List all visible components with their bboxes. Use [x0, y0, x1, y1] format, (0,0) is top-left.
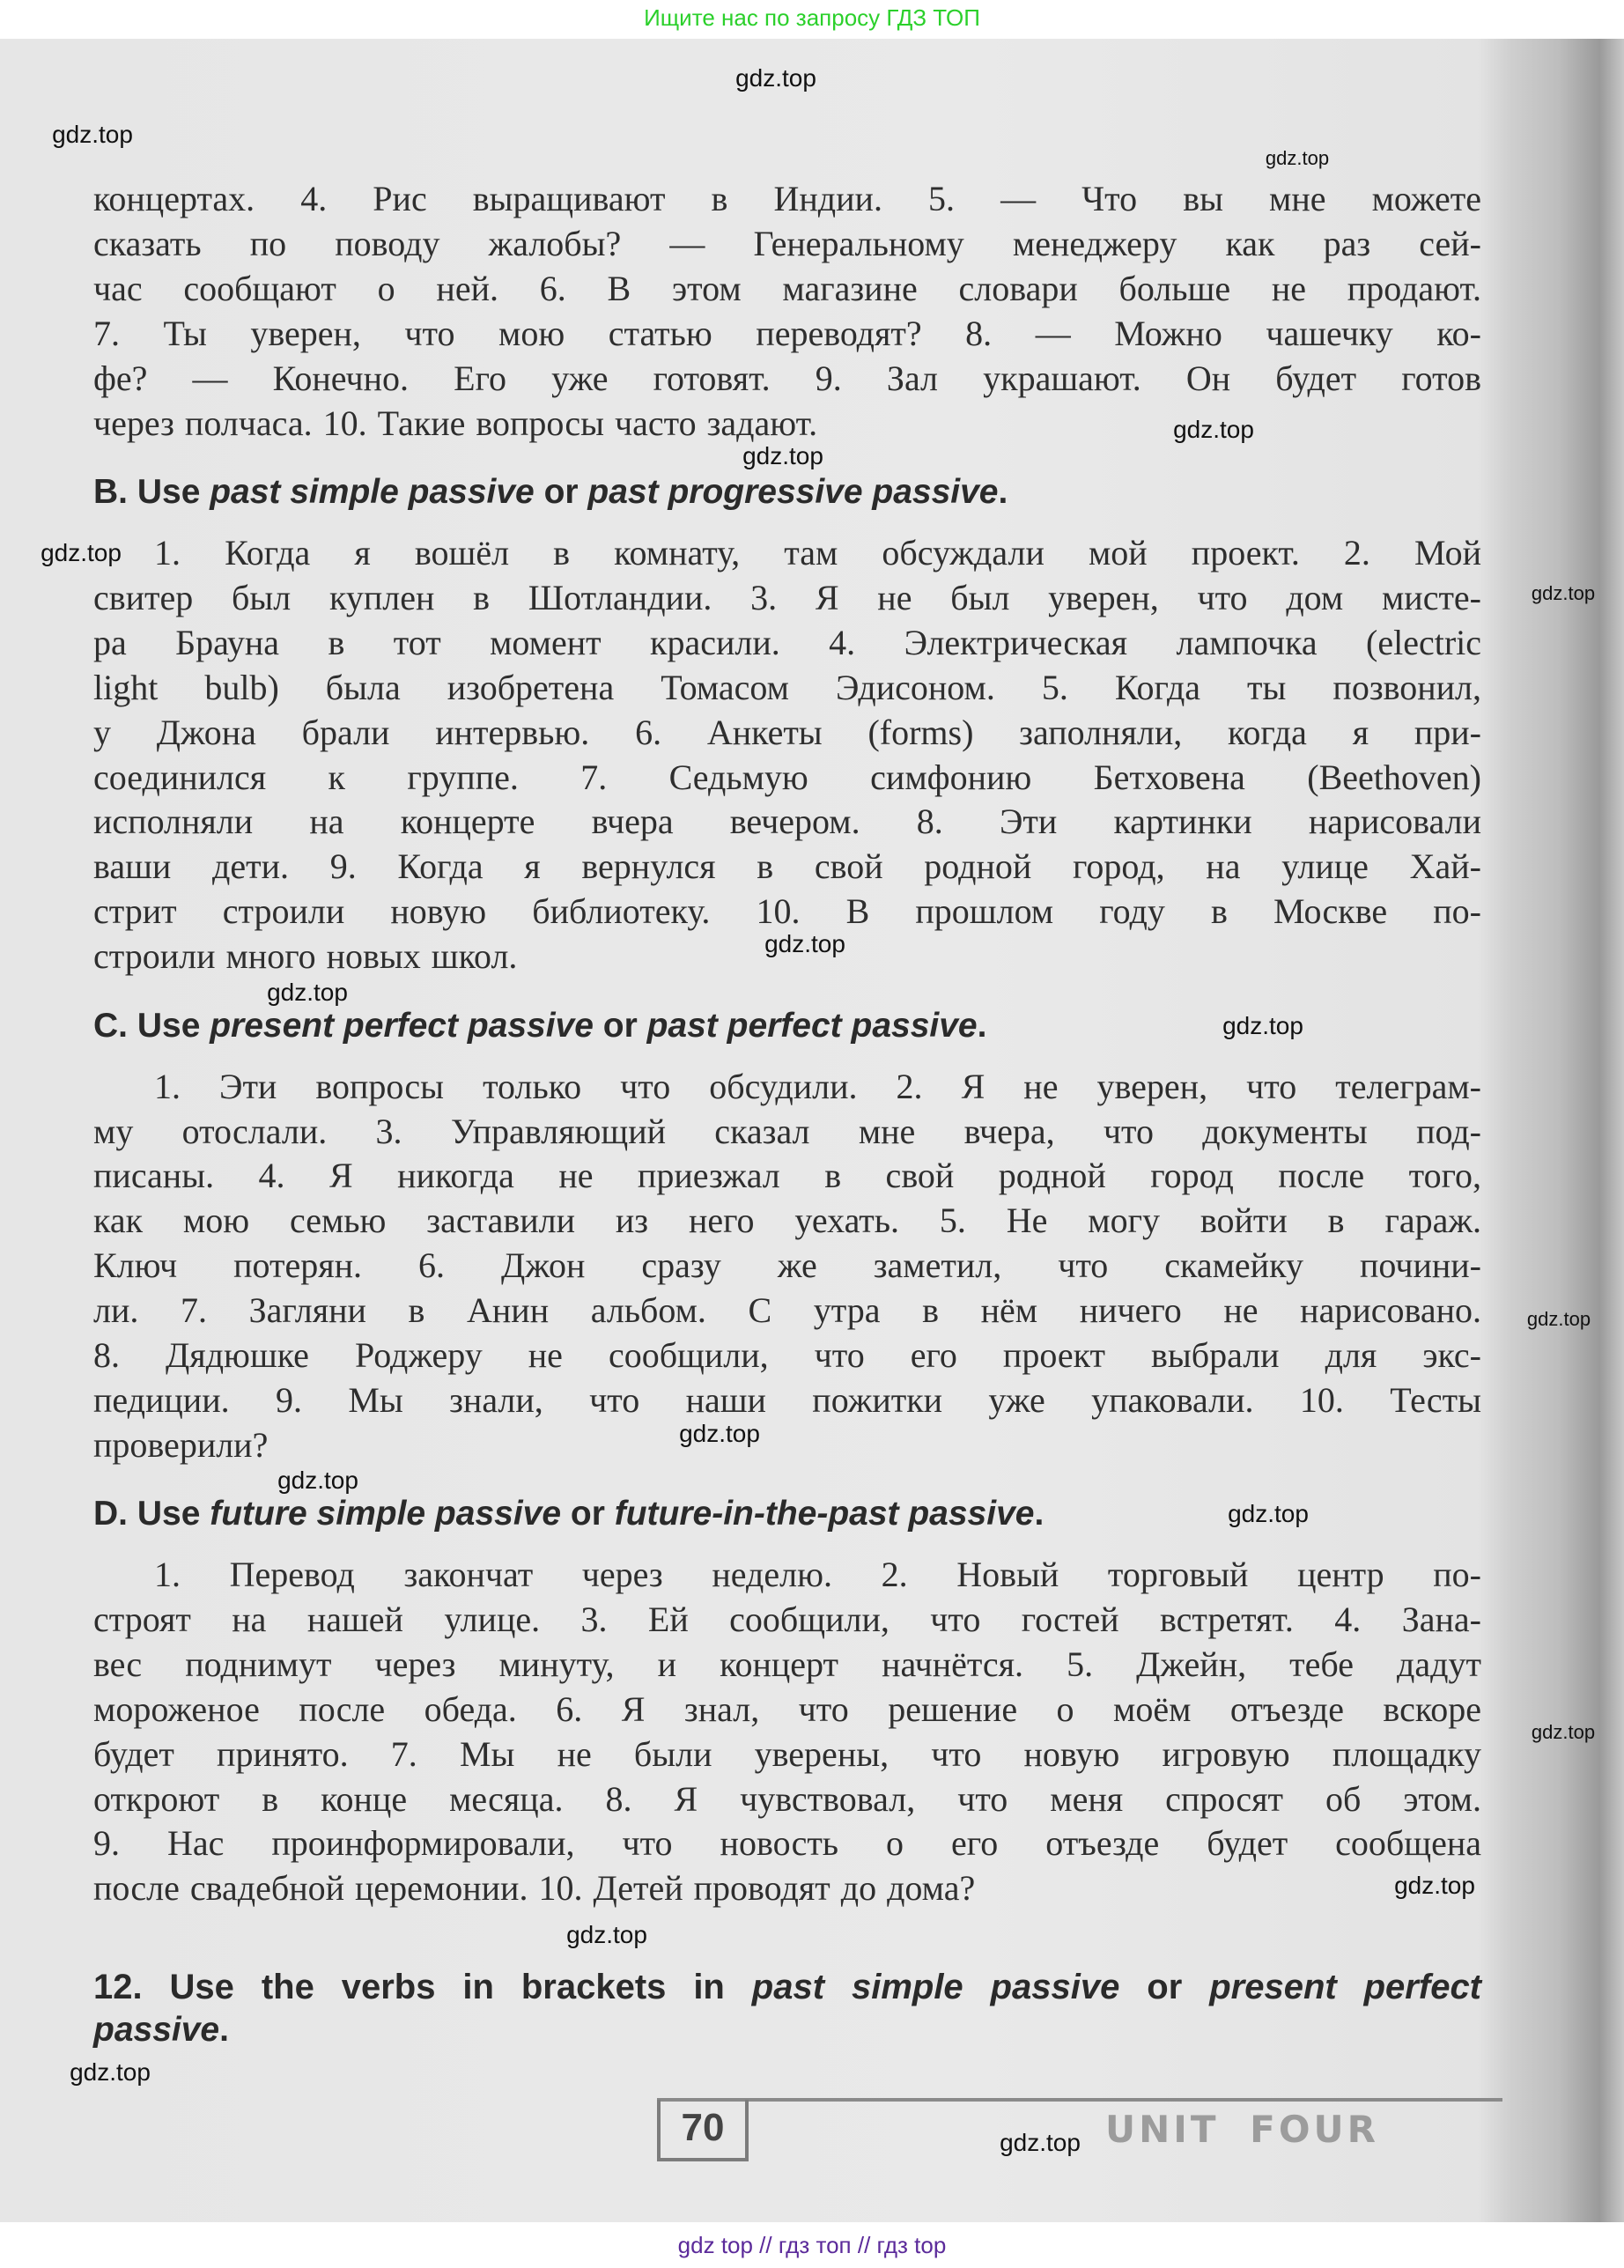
text-line: откроют в конце месяца. 8. Я чувствовал, что меня спросят об этом. — [93, 1779, 1481, 1819]
watermark: gdz.top — [1173, 416, 1254, 443]
watermark: gdz.top — [679, 1420, 760, 1447]
text-line: вес поднимут через минуту, и концерт начнётся. 5. Джейн, тебе дадут — [93, 1644, 1481, 1684]
text-line: писаны. 4. Я никогда не приезжал в свой родной город после того, — [93, 1156, 1481, 1195]
watermark: gdz.top — [277, 1466, 358, 1494]
text-line: 1. Перевод закончат через неделю. 2. Новый торговый центр по- — [154, 1555, 1481, 1594]
heading-part: past simple passive — [210, 473, 535, 511]
watermark: gdz.top — [1000, 2129, 1081, 2156]
text-line: стрит строили новую библиотеку. 10. В прошлом году в Москве по- — [93, 891, 1481, 931]
heading-part: or — [1119, 1968, 1210, 2006]
text-line: му отослали. 3. Управляющий сказал мне вчера, что документы под- — [93, 1112, 1481, 1151]
heading-part: present perfect passive — [210, 1007, 594, 1045]
text-line: 1. Эти вопросы только что обсудили. 2. Я не уверен, что телеграм- — [154, 1067, 1481, 1106]
text-line: ра Брауна в тот момент красили. 4. Электрическая лампочка (electric — [93, 623, 1481, 662]
heading-part: or — [561, 1495, 615, 1533]
text-line: час сообщают о ней. 6. В этом магазине словари больше не продают. — [93, 269, 1481, 308]
heading-part: passive — [93, 2011, 220, 2049]
text-line: свитер был куплен в Шотландии. 3. Я не был уверен, что дом мисте- — [93, 578, 1481, 617]
text-line: фе? — Конечно. Его уже готовят. 9. Зал украшают. Он будет готов — [93, 358, 1481, 398]
text-line: строят на нашей улице. 3. Ей сообщили, что гостей встретят. 4. Зана- — [93, 1599, 1481, 1639]
top-banner[interactable]: Ищите нас по запросу ГДЗ ТОП — [644, 4, 980, 31]
watermark: gdz.top — [1531, 582, 1596, 604]
unit-title: UNIT FOUR — [1105, 2108, 1379, 2151]
watermark: gdz.top — [742, 442, 823, 469]
heading-part: 12. Use the verbs in brackets in — [93, 1968, 752, 2006]
section-heading — [93, 1008, 986, 1044]
heading-part: present perfect — [1209, 1968, 1482, 2006]
watermark: gdz.top — [41, 539, 122, 566]
heading-part: future simple passive — [210, 1495, 562, 1533]
exercise-12-heading-cont — [93, 2013, 229, 2048]
heading-part: . — [1034, 1495, 1045, 1533]
watermark: gdz.top — [1531, 1721, 1596, 1743]
heading-part: past simple passive — [751, 1968, 1120, 2006]
text-line: после свадебной церемонии. 10. Детей проводят до дома? — [93, 1868, 976, 1908]
text-line: будет принято. 7. Мы не были уверены, что новую игровую площадку — [93, 1734, 1481, 1774]
text-line: 9. Нас проинформировали, что новость о его отъезде будет сообщена — [93, 1823, 1481, 1863]
text-line: ли. 7. Загляни в Анин альбом. С утра в нём ничего не нарисовано. — [93, 1290, 1481, 1330]
watermark: gdz.top — [1394, 1872, 1475, 1899]
text-line: 7. Ты уверен, что мою статью переводят? 8. — Можно чашечку ко- — [93, 314, 1481, 353]
watermark: gdz.top — [1228, 1500, 1309, 1527]
heading-part: future-in-the-past passive — [614, 1495, 1035, 1533]
heading-part: C. Use — [93, 1007, 210, 1045]
heading-part: D. Use — [93, 1495, 210, 1533]
watermark: gdz.top — [764, 930, 845, 957]
heading-part: . — [977, 1007, 987, 1045]
heading-part: B. Use — [93, 473, 210, 511]
text-line: 8. Дядюшке Роджеру не сообщили, что его проект выбрали для экс- — [93, 1335, 1481, 1375]
watermark: gdz.top — [735, 64, 816, 92]
watermark: gdz.top — [1526, 1308, 1591, 1330]
watermark: gdz.top — [52, 121, 133, 148]
text-line: сказать по поводу жалобы? — Генеральному менеджеру как раз сей- — [93, 224, 1481, 263]
bottom-banner[interactable]: gdz top // гдз топ // гдз top — [677, 2232, 947, 2258]
heading-part: . — [219, 2011, 229, 2049]
text-line: через полчаса. 10. Такие вопросы часто задают. — [93, 403, 818, 443]
text-line: ваши дети. 9. Когда я вернулся в свой родной город, на улице Хай- — [93, 846, 1481, 886]
section-heading — [93, 1496, 1044, 1532]
exercise-12-heading — [93, 1969, 1481, 2005]
text-line: 1. Когда я вошёл в комнату, там обсуждали мой проект. 2. Мой — [154, 533, 1481, 573]
heading-part: or — [534, 473, 588, 511]
text-line: исполняли на концерте вчера вечером. 8. Эти картинки нарисовали — [93, 802, 1481, 841]
text-line: мороженое после обеда. 6. Я знал, что решение о моём отъезде вскоре — [93, 1689, 1481, 1729]
page-number: 70 — [657, 2100, 749, 2161]
watermark: gdz.top — [566, 1921, 647, 1948]
section-heading — [93, 475, 1008, 510]
watermark: gdz.top — [70, 2058, 151, 2086]
heading-part: or — [593, 1007, 647, 1045]
watermark: gdz.top — [1265, 147, 1330, 169]
heading-part: past perfect passive — [646, 1007, 978, 1045]
text-line: Ключ потерян. 6. Джон сразу же заметил, что скамейку почини- — [93, 1245, 1481, 1285]
text-line: у Джона брали интервью. 6. Анкеты (forms) заполняли, когда я при- — [93, 713, 1481, 752]
heading-part: . — [998, 473, 1008, 511]
text-line: проверили? — [93, 1425, 269, 1465]
text-line: как мою семью заставили из него уехать. 5. Не могу войти в гараж. — [93, 1200, 1481, 1240]
text-line: строили много новых школ. — [93, 936, 518, 976]
text-line: концертах. 4. Рис выращивают в Индии. 5. — Что вы мне можете — [93, 179, 1481, 218]
watermark: gdz.top — [267, 979, 348, 1006]
text-line: соединился к группе. 7. Седьмую симфонию Бетховена (Beethoven) — [93, 757, 1481, 797]
text-line: light bulb) была изобретена Томасом Эдисоном. 5. Когда ты позвонил, — [93, 668, 1481, 707]
heading-part: past progressive passive — [587, 473, 999, 511]
watermark: gdz.top — [1222, 1012, 1303, 1039]
footer-rule — [657, 2098, 1502, 2102]
text-line: педиции. 9. Мы знали, что наши пожитки уже упаковали. 10. Тесты — [93, 1380, 1481, 1420]
